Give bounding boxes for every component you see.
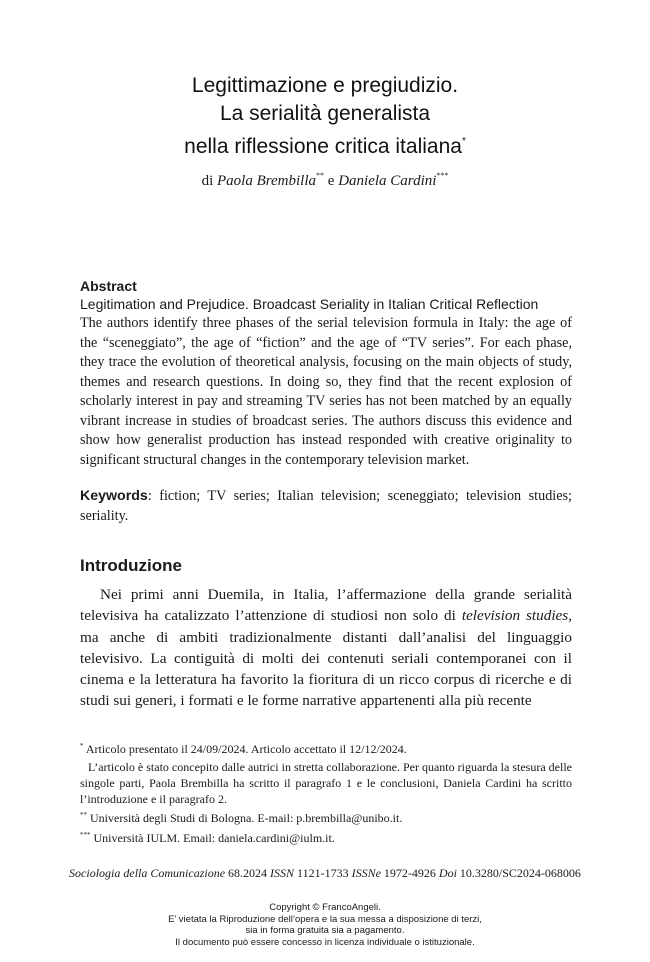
copyright-line-2: E’ vietata la Riproduzione dell’opera e la sua messa a disposizione di terzi, — [168, 913, 482, 925]
keywords-text: : fiction; TV series; Italian television; sceneggiato; television studies; seriality. — [80, 488, 572, 524]
journal-name: Sociologia della Comunicazione — [69, 866, 226, 880]
byline-prefix: di — [201, 173, 214, 189]
issn-value: 1121-1733 — [294, 866, 352, 880]
footnote-3-mark: *** — [80, 831, 91, 839]
title-line-1: Legittimazione e pregiudizio. — [191, 74, 459, 97]
copyright-notice — [0, 902, 650, 948]
author-2-mark: *** — [436, 171, 449, 180]
footnote-1-text: Articolo presentato il 24/09/2024. Articolo accettato il 12/12/2024. — [83, 742, 407, 756]
footnote-1-note — [80, 759, 572, 807]
doi-label: Doi — [438, 866, 457, 880]
keywords-label: Keywords — [80, 488, 148, 504]
author-2: Daniela Cardini — [338, 173, 437, 189]
footnote-2-text: Università degli Studi di Bologna. E-mail: p.brembilla@unibo.it. — [87, 811, 403, 825]
byline — [0, 171, 650, 190]
footnote-3-text: Università IULM. Email: daniela.cardini@iulm.it. — [90, 831, 335, 845]
author-1-mark: ** — [316, 171, 325, 180]
journal-line — [0, 866, 650, 881]
author-1: Paola Brembilla — [217, 173, 317, 189]
footnote-3 — [80, 827, 572, 846]
issne-value: 1972-4926 — [380, 866, 439, 880]
byline-conjunction: e — [327, 173, 335, 189]
title-line-3-wrap — [0, 128, 650, 161]
title-line-3: nella riflessione critica italiana — [184, 135, 462, 158]
abstract-body: The authors identify three phases of the serial television formula in Italy: the age of the “sceneggiato”, the age of “fiction” and the age of “TV series”. For each phase, they trace the evolution of theoretical analysis, focusing on the main objects of study, themes and research questions. In doing so, they find that the recent explosion of scholarly interest in pay and streaming TV series has not been matched by an equally vibrant increase in studies of broadcast series. The authors discuss this evidence and show how generalist production has instead responded with creative originality to significant structural changes in the contemporary television market. — [80, 315, 572, 468]
section-heading-intro: Introduzione — [80, 556, 182, 575]
footnote-2-mark: ** — [80, 811, 87, 819]
abstract-subtitle: Legitimation and Prejudice. Broadcast Seriality in Italian Critical Reflection — [80, 296, 539, 312]
doi-value: 10.3280/SC2024-068006 — [456, 866, 581, 880]
copyright-line-4: Il documento può essere concesso in licenza individuale o istituzionale. — [175, 936, 475, 948]
issn-label: ISSN — [270, 866, 295, 880]
copyright-line-3: sia in forma gratuita sia a pagamento. — [245, 925, 405, 936]
abstract-heading: Abstract — [80, 278, 137, 294]
title-footnote-mark: * — [461, 136, 466, 147]
keywords — [80, 487, 572, 526]
journal-issue: 68.2024 — [225, 866, 271, 880]
footnote-1-mark: * — [80, 742, 84, 750]
title-line-2: La serialità generalista — [219, 102, 431, 125]
footnote-1 — [80, 738, 572, 757]
intro-text-italic: television studies — [461, 607, 569, 625]
footnote-1-note-text: L’articolo è stato concepito dalle autrici in stretta collaborazione. Per quanto riguarda la stesura delle singole parti, Paola Brembilla ha scritto il paragrafo 1 e le conclusioni, Daniela Cardini ha scritto l’introduzione e il paragrafo 2. — [80, 760, 572, 806]
intro-text-2: , ma anche di ambiti tradizionalmente distanti dall’analisi del linguaggio televisivo. La contiguità di molti dei contenuti seriali contemporanei con il cinema e la letteratura ha favorito la fioritura di un ricco corpus di ricerche e di studi sui generi, i formati e le forme narrative appartenenti alla più recente — [80, 607, 572, 710]
issne-label: ISSNe — [351, 866, 381, 880]
copyright-line-1: Copyright © FrancoAngeli. — [269, 902, 381, 913]
intro-text-1: Nei primi anni Duemila, in Italia, l’affermazione della grande serialità televisiva ha catalizzato l’attenzione di studiosi non solo di — [80, 586, 572, 625]
footnote-2 — [80, 807, 572, 826]
article-title — [0, 72, 650, 161]
intro-paragraph — [80, 584, 572, 712]
